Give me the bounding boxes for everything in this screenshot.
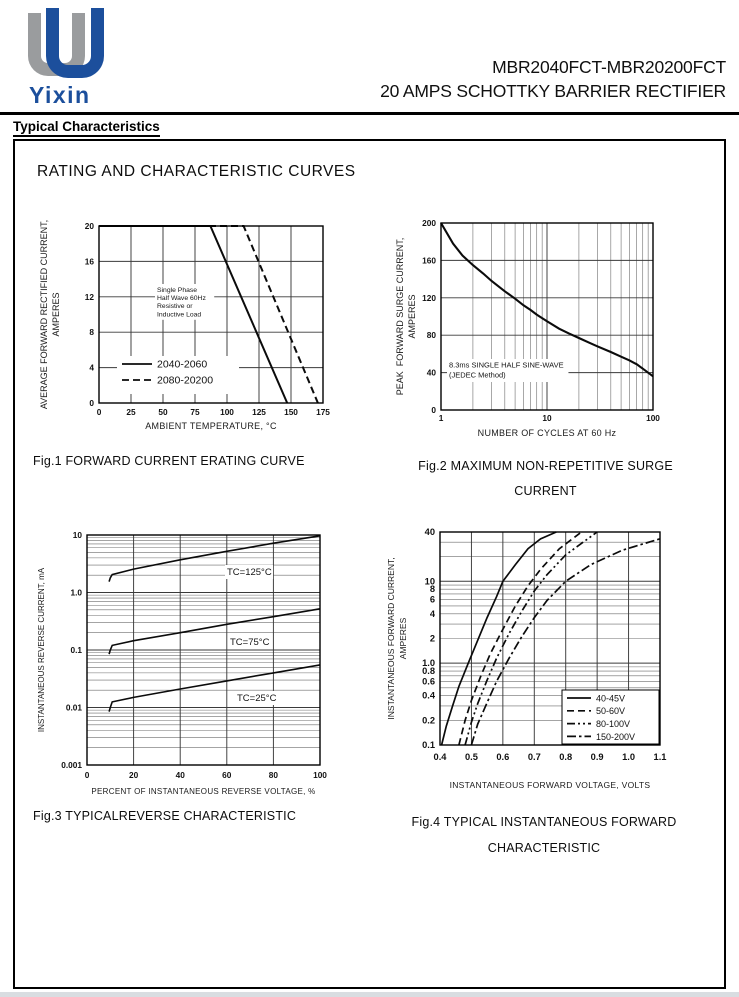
annotation-text: TC=25°C [237, 693, 277, 705]
x-tick-label: 10 [542, 413, 552, 423]
x-tick-label: 40 [175, 770, 185, 780]
fig3-reverse-chart [35, 520, 335, 798]
fig1-derating-chart [40, 210, 340, 440]
y-axis-label: AMPERES [51, 292, 61, 337]
x-tick-label: 0 [96, 407, 102, 417]
fig4-caption [394, 809, 694, 861]
y-tick-label: 20 [84, 221, 94, 231]
legend-label: 2080-20200 [157, 374, 214, 387]
x-tick-label: 75 [190, 407, 200, 417]
legend-label: 50-60V [596, 706, 626, 717]
fig4-forward-chart [385, 515, 690, 800]
annotation-text: Single Phase [157, 286, 198, 294]
y-tick-label: 0.8 [422, 666, 435, 677]
y-tick-label: 4 [89, 362, 94, 373]
x-tick-label: 0.7 [527, 752, 541, 762]
x-tick-label: 60 [222, 770, 232, 780]
y-tick-label: 0.1 [70, 645, 82, 655]
legend-label: 150-200V [596, 731, 636, 742]
footer-bar [0, 992, 739, 997]
y-axis-label: INSTANTANEOUS REVERSE CURRENT, mA [37, 567, 46, 733]
x-tick-label: 100 [220, 407, 234, 417]
y-tick-label: 40 [426, 367, 436, 378]
y-axis-label: PEAK FORWARD SURGE CURRENT, [395, 237, 405, 396]
legend [562, 690, 659, 744]
y-tick-label: 200 [422, 218, 436, 228]
series-TC=125°C [109, 536, 320, 582]
y-tick-label: 10 [72, 530, 82, 540]
logo-u-blue [46, 8, 104, 78]
y-tick-label: 8 [429, 584, 435, 595]
annotation-text: Resistive or [157, 303, 193, 311]
x-tick-label: 1.0 [622, 752, 636, 762]
y-axis-label: AMPERES [407, 294, 417, 339]
y-tick-label: 0.4 [422, 690, 435, 701]
legend [117, 356, 239, 394]
y-tick-label: 1.0 [422, 658, 435, 669]
x-tick-label: 0.6 [496, 752, 510, 762]
x-tick-label: 0.8 [559, 752, 573, 762]
header-divider [0, 112, 739, 115]
x-tick-label: 1 [438, 413, 444, 423]
logo-text: Yixin [29, 82, 91, 108]
annotation-text: 8.3ms SINGLE HALF SINE-WAVE [449, 360, 564, 370]
fig4-caption-line1: Fig.4 TYPICAL INSTANTANEOUS FORWARD [411, 815, 677, 829]
x-tick-label: 0 [84, 770, 90, 780]
fig2-caption [398, 454, 693, 504]
legend-label: 80-100V [596, 719, 631, 729]
annotation-text: Inductive Load [157, 311, 202, 319]
x-axis-label: NUMBER OF CYCLES AT 60 Hz [477, 428, 617, 438]
y-tick-label: 2 [429, 633, 435, 644]
y-axis-label: INSTANTANEOUS FORWARD CURRENT, [386, 557, 396, 720]
gridlines [87, 535, 320, 765]
annotation [447, 359, 568, 382]
x-tick-label: 20 [128, 770, 139, 780]
series-TC=25°C [109, 665, 320, 712]
part-number-title: MBR2040FCT-MBR20200FCT [492, 57, 726, 77]
annotation [228, 635, 271, 649]
fig2-caption-line2: CURRENT [514, 484, 577, 498]
y-tick-label: 1.0 [70, 587, 82, 598]
y-tick-label: 12 [84, 291, 94, 302]
x-axis-label: AMBIENT TEMPERATURE, °C [145, 421, 277, 431]
document-title [380, 56, 726, 103]
legend-label: 40-45V [596, 693, 626, 704]
y-tick-label: 40 [424, 527, 435, 537]
series-group [109, 536, 320, 712]
y-tick-label: 10 [424, 576, 435, 587]
y-tick-label: 8 [89, 327, 94, 338]
x-axis-label: INSTANTANEOUS FORWARD VOLTAGE, VOLTS [449, 780, 651, 790]
y-tick-label: 160 [422, 255, 436, 266]
curves-box-heading: RATING AND CHARACTERISTIC CURVES [37, 163, 356, 180]
x-tick-label: 25 [126, 407, 136, 417]
x-tick-label: 80 [268, 770, 279, 780]
y-axis-label: AMPERES [398, 617, 408, 660]
x-tick-label: 0.5 [464, 752, 478, 762]
annotation [235, 691, 278, 705]
y-tick-label: 0 [89, 398, 94, 408]
company-logo [28, 8, 123, 110]
y-tick-label: 0 [431, 405, 436, 415]
x-tick-label: 1.1 [653, 752, 667, 762]
x-tick-label: 0.4 [433, 752, 447, 762]
x-tick-label: 100 [646, 413, 660, 423]
y-tick-label: 0.001 [61, 760, 82, 770]
x-tick-label: 50 [158, 407, 168, 417]
annotation-text: TC=75°C [230, 637, 270, 649]
annotation-text: Half Wave 60Hz [157, 294, 206, 302]
y-tick-label: 4 [429, 608, 435, 619]
x-tick-label: 100 [313, 770, 327, 780]
y-tick-label: 16 [84, 256, 94, 267]
annotation-text: TC=125°C [227, 567, 272, 579]
y-tick-label: 0.6 [422, 676, 435, 687]
fig2-surge-chart [395, 205, 685, 445]
section-title: Typical Characteristics [13, 119, 160, 137]
device-description-title: 20 AMPS SCHOTTKY BARRIER RECTIFIER [380, 80, 726, 101]
fig3-caption: Fig.3 TYPICALREVERSE CHARACTERISTIC [33, 809, 297, 823]
annotation [225, 565, 273, 579]
y-tick-label: 120 [422, 292, 436, 303]
x-tick-label: 150 [284, 407, 298, 417]
fig1-caption: Fig.1 FORWARD CURRENT ERATING CURVE [33, 454, 305, 468]
y-tick-label: 6 [429, 594, 435, 605]
fig4-caption-line2: CHARACTERISTIC [487, 841, 601, 855]
y-tick-label: 0.01 [65, 702, 82, 713]
annotation-text: (JEDEC Method) [449, 370, 506, 380]
fig2-caption-line1: Fig.2 MAXIMUM NON-REPETITIVE SURGE [418, 459, 673, 473]
y-axis-label: AVERAGE FORWARD RECTIFIED CURRENT, [39, 219, 49, 410]
x-tick-label: 175 [316, 407, 330, 417]
y-tick-label: 0.1 [422, 740, 435, 750]
annotation [155, 284, 214, 320]
y-tick-label: 0.2 [422, 715, 435, 726]
x-tick-label: 125 [252, 407, 266, 417]
legend-label: 2040-2060 [157, 358, 208, 371]
x-axis-label: PERCENT OF INSTANTANEOUS REVERSE VOLTAGE, % [91, 787, 316, 796]
x-tick-label: 0.9 [590, 752, 604, 762]
y-tick-label: 80 [426, 330, 436, 341]
